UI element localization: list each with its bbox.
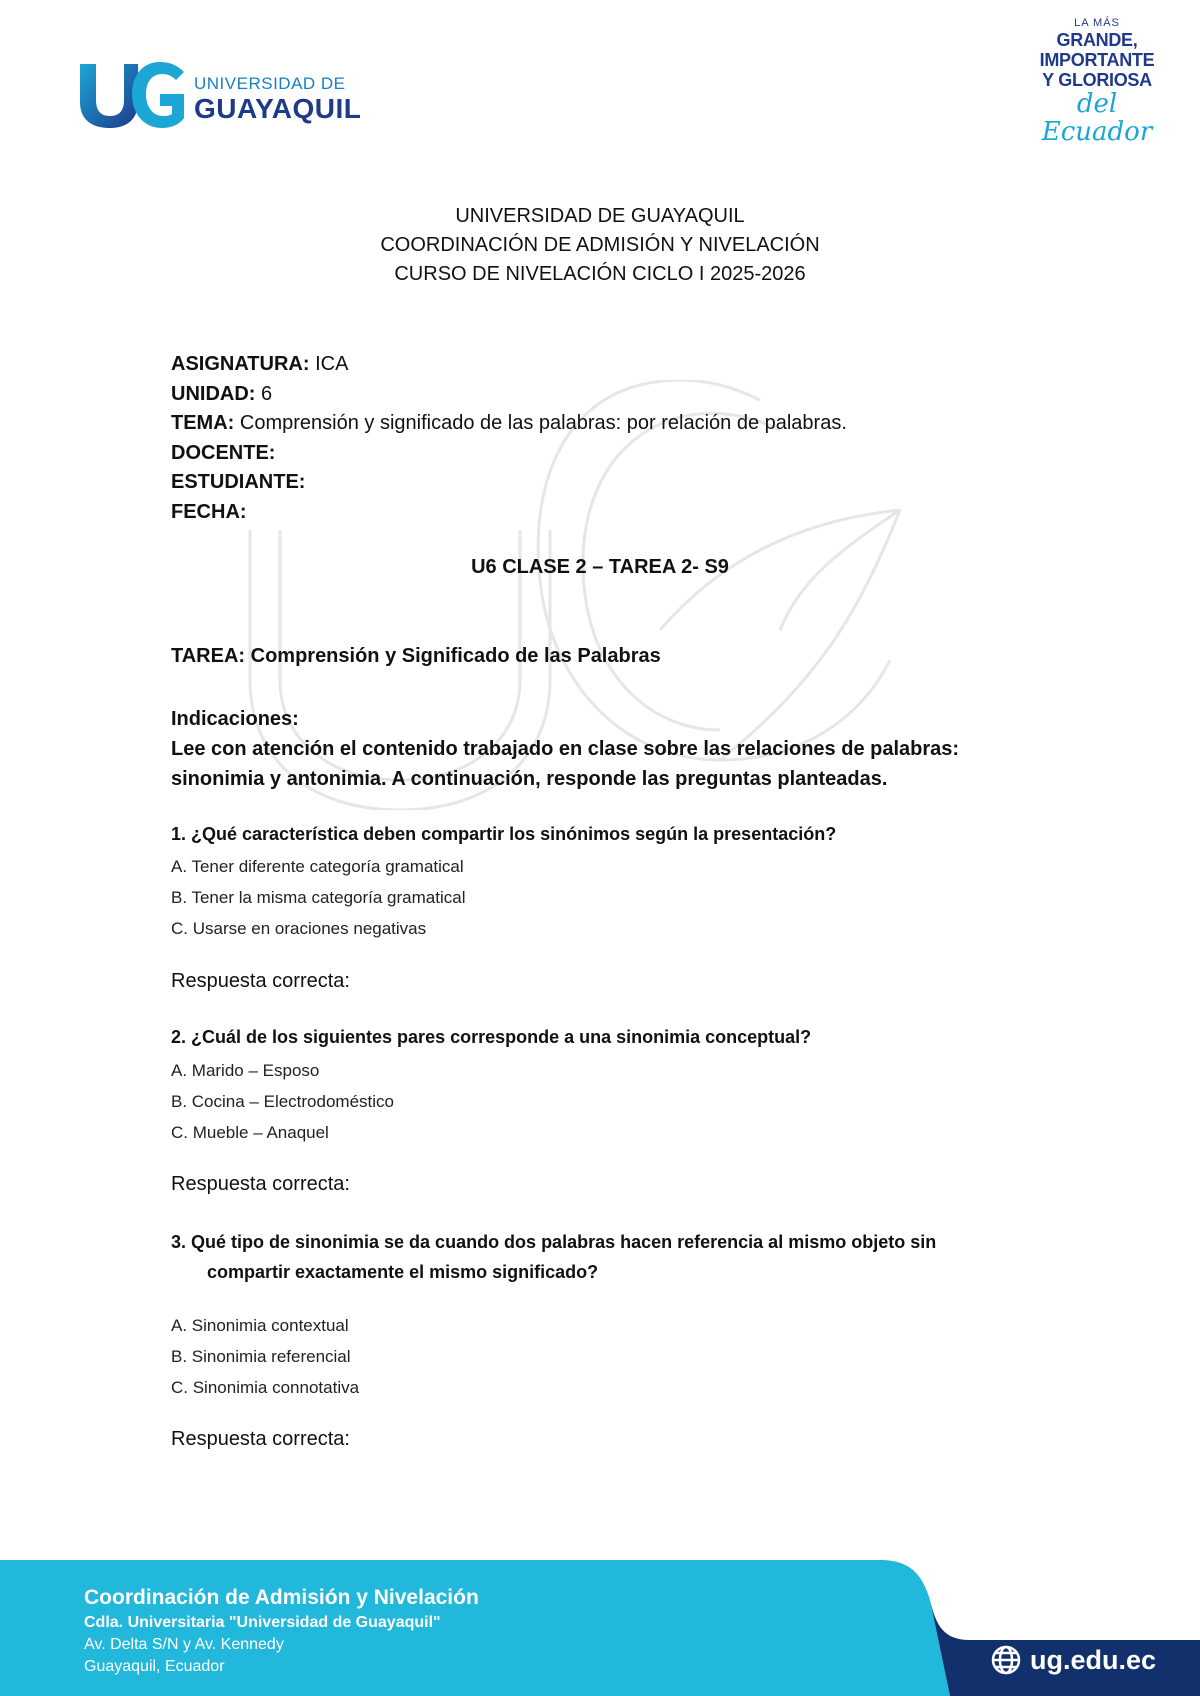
question-3-answer-label: Respuesta correcta: bbox=[171, 1428, 350, 1450]
question-1-answer-label: Respuesta correcta: bbox=[171, 970, 350, 992]
question-3-line-2: compartir exactamente el mismo significado? bbox=[207, 1262, 599, 1282]
question-2-option-a: A. Marido – Esposo bbox=[171, 1061, 320, 1080]
tema-row: TEMA: Comprensión y significado de las palabras: por relación de palabras. bbox=[171, 412, 847, 434]
indicaciones-label: Indicaciones: bbox=[171, 708, 299, 730]
slogan-line-2: IMPORTANTE bbox=[1039, 50, 1155, 70]
tarea-title: TAREA: Comprensión y Significado de las Palabras bbox=[171, 645, 661, 667]
question-2-answer-label: Respuesta correcta: bbox=[171, 1173, 350, 1195]
slogan-small: LA MÁS bbox=[1074, 17, 1120, 29]
question-2: 2. ¿Cuál de los siguientes pares corresponde a una sinonimia conceptual? bbox=[171, 1027, 812, 1047]
slogan-script: del Ecuador bbox=[1041, 89, 1153, 147]
footer-line-3: Guayaquil, Ecuador bbox=[84, 1658, 225, 1675]
footer-address bbox=[84, 1584, 479, 1678]
website-link[interactable] bbox=[990, 1644, 1156, 1676]
unidad-row: UNIDAD: 6 bbox=[171, 382, 273, 405]
logo-line-1: UNIVERSIDAD DE bbox=[194, 74, 346, 93]
question-1-option-a: A. Tener diferente categoría gramatical bbox=[171, 857, 464, 876]
indicaciones-text: Lee con atención el contenido trabajado en clase sobre las relaciones de palabras: sinonimia y antonimia. A continuación, responde las preguntas planteadas. bbox=[171, 738, 960, 790]
info-block bbox=[171, 350, 847, 527]
footer-line-2: Av. Delta S/N y Av. Kennedy bbox=[84, 1636, 284, 1653]
fecha-row: FECHA: bbox=[171, 500, 247, 523]
website-text: ug.edu.ec bbox=[1030, 1644, 1157, 1675]
footer-title: Coordinación de Admisión y Nivelación bbox=[84, 1586, 479, 1609]
question-3-option-a: A. Sinonimia contextual bbox=[171, 1316, 349, 1335]
heading-line-3: CURSO DE NIVELACIÓN CICLO I 2025-2026 bbox=[394, 263, 806, 285]
question-3-line-1: 3. Qué tipo de sinonimia se da cuando dos palabras hacen referencia al mismo objeto sin bbox=[171, 1232, 937, 1252]
globe-icon bbox=[990, 1644, 1022, 1676]
docente-row: DOCENTE: bbox=[171, 441, 276, 464]
footer-line-1: Cdla. Universitaria "Universidad de Guayaquil" bbox=[84, 1614, 441, 1631]
question-1-option-b: B. Tener la misma categoría gramatical bbox=[171, 888, 466, 907]
ug-logo-icon bbox=[76, 58, 188, 130]
slogan-line-1: GRANDE, bbox=[1056, 30, 1138, 50]
logo-line-2: GUAYAQUIL bbox=[194, 93, 362, 124]
question-3-option-c: C. Sinonimia connotativa bbox=[171, 1378, 360, 1397]
question-1-option-c: C. Usarse en oraciones negativas bbox=[171, 919, 427, 938]
question-2-option-b: B. Cocina – Electrodoméstico bbox=[171, 1092, 394, 1111]
document-heading bbox=[0, 202, 1200, 289]
heading-line-1: UNIVERSIDAD DE GUAYAQUIL bbox=[455, 205, 745, 227]
question-3-option-b: B. Sinonimia referencial bbox=[171, 1347, 351, 1366]
class-title: U6 CLASE 2 – TAREA 2- S9 bbox=[471, 556, 729, 578]
question-2-option-c: C. Mueble – Anaquel bbox=[171, 1123, 329, 1142]
indicaciones bbox=[171, 704, 1051, 794]
university-logo bbox=[76, 58, 376, 138]
slogan-line-3: Y GLORIOSA bbox=[1042, 70, 1152, 90]
heading-line-2: COORDINACIÓN DE ADMISIÓN Y NIVELACIÓN bbox=[380, 234, 820, 256]
slogan bbox=[1028, 16, 1166, 146]
question-1: 1. ¿Qué característica deben compartir los sinónimos según la presentación? bbox=[171, 824, 837, 844]
estudiante-row: ESTUDIANTE: bbox=[171, 471, 306, 493]
asignatura-row: ASIGNATURA: ICA bbox=[171, 353, 349, 375]
